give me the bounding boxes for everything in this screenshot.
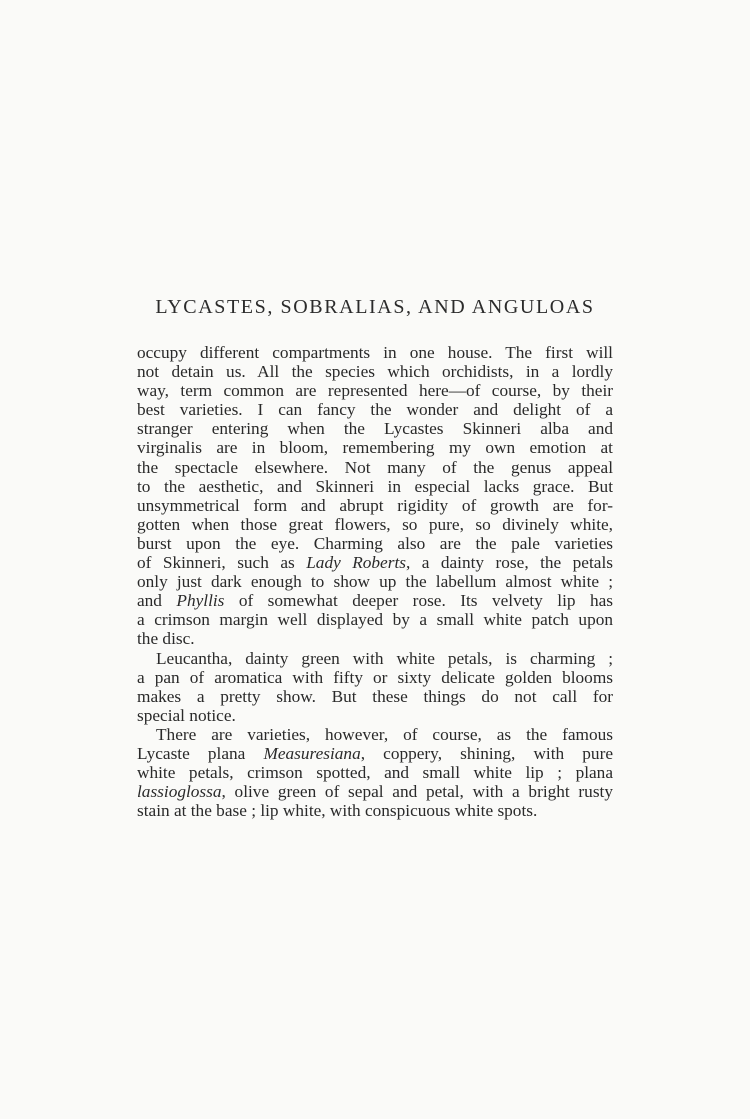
text-line: way, term common are represented here—of course, by their [137,381,613,401]
text-line: only just dark enough to show up the labellum almost white ; [137,572,613,592]
text-line: the disc. [137,629,195,649]
text-line: white petals, crimson spotted, and small white lip ; plana [137,763,613,783]
text-line: special notice. [137,705,236,725]
text-segment: of Skinneri, such as [137,553,307,573]
text-line: a pan of aromatica with fifty or sixty delicate golden blooms [137,667,613,687]
text-line: Leucantha, dainty green with white petals, is charming ; [156,648,613,668]
text-segment: , olive green of sepal and petal, with a bright rusty [221,782,613,802]
text-line [137,782,613,801]
text-line: gotten when those great flowers, so pure, so divinely white, [137,514,613,534]
text-segment: of somewhat deeper rose. Its velvety lip has [224,591,613,611]
text-segment: , a dainty rose, the petals [405,553,613,573]
text-line: the spectacle elsewhere. Not many of the genus appeal [137,457,613,477]
text-line: a crimson margin well displayed by a small white patch upon [137,610,613,630]
italic-name: Lady Roberts [306,553,406,573]
text-line [137,553,613,572]
body-text [137,343,613,820]
italic-name: Phyllis [176,591,225,611]
text-line [137,591,613,610]
text-line: occupy different compartments in one house. The first will [137,343,613,362]
italic-name: Measuresiana [263,743,361,763]
text-line: stranger entering when the Lycastes Skinneri alba and [137,419,613,439]
text-segment: and [137,591,177,611]
text-segment: , coppery, shining, with pure [360,743,613,763]
text-segment: Lycaste plana [137,743,264,763]
running-head: LYCASTES, SOBRALIAS, AND ANGULOAS [155,296,595,318]
text-line: burst upon the eye. Charming also are the pale varieties [137,533,613,553]
text-line: not detain us. All the species which orchidists, in a lordly [137,362,613,382]
text-line: virginalis are in bloom, remembering my own emotion at [137,438,613,458]
text-line [137,744,613,763]
text-line: best varieties. I can fancy the wonder and delight of a [137,400,613,420]
text-line: unsymmetrical form and abrupt rigidity of growth are for- [137,495,613,515]
text-line: makes a pretty show. But these things do not call for [137,686,613,706]
text-line: stain at the base ; lip white, with conspicuous white spots. [137,801,538,821]
text-line: There are varieties, however, of course, as the famous [156,724,613,744]
italic-name: lassioglossa [137,782,222,802]
text-line: to the aesthetic, and Skinneri in especial lacks grace. But [137,476,613,496]
